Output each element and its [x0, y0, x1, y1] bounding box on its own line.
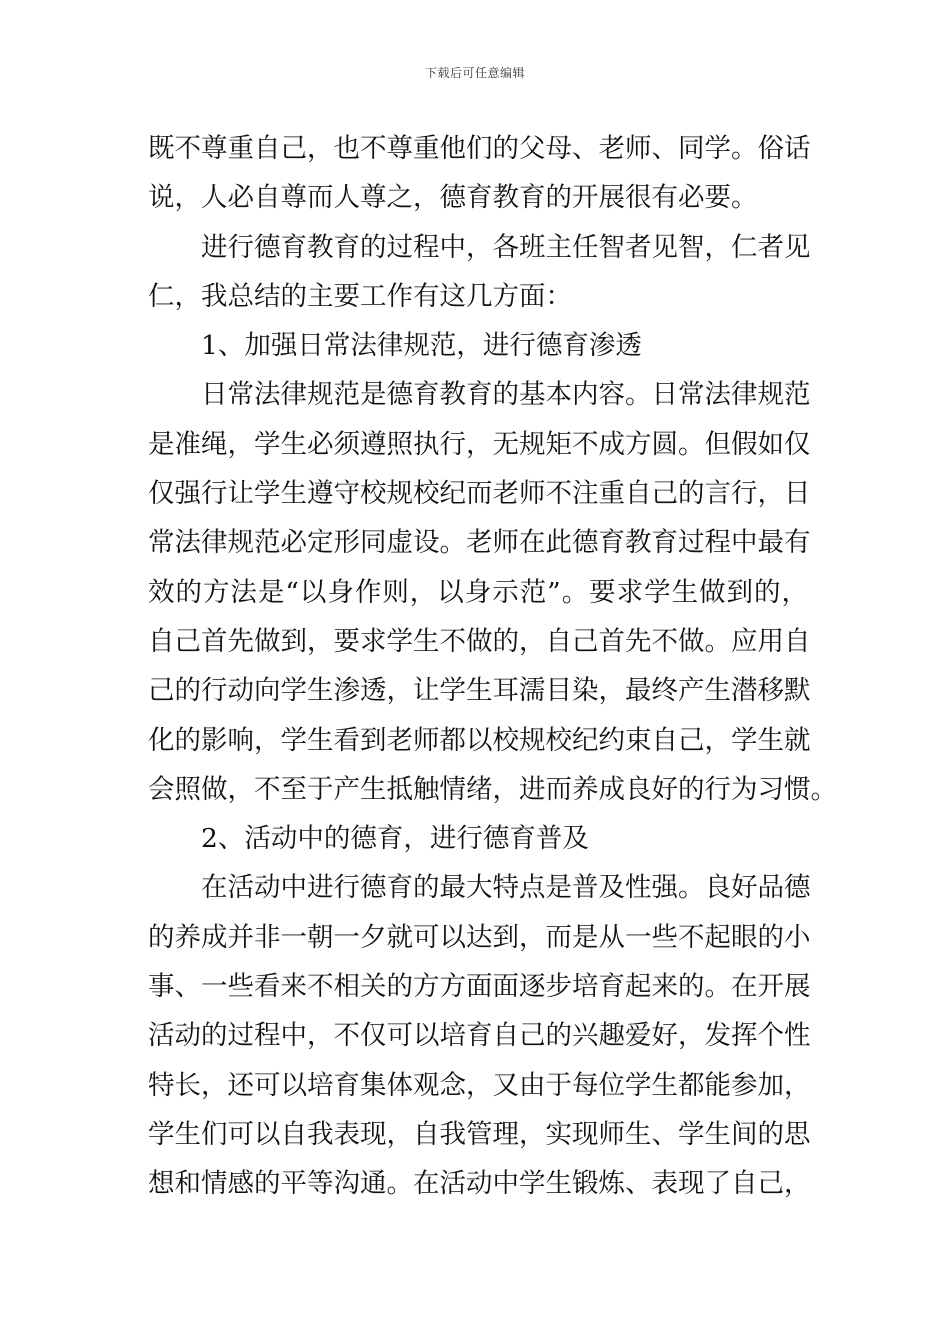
text-line: 化的影响，学生看到老师都以校规校纪约束自己，学生就 — [148, 724, 811, 756]
page-header: 下载后可任意编辑 — [424, 66, 525, 80]
document-body — [148, 124, 837, 1209]
text-line: 日常法律规范是德育教育的基本内容。日常法律规范 — [201, 379, 811, 411]
text-line: 会照做，不至于产生抵触情绪，进而养成良好的行为习惯。 — [148, 773, 837, 805]
text-line: 己的行动向学生渗透，让学生耳濡目染，最终产生潜移默 — [148, 675, 811, 707]
text-line: 进行德育教育的过程中，各班主任智者见智，仁者见 — [201, 231, 811, 263]
text-line: 活动的过程中，不仅可以培育自己的兴趣爱好，发挥个性 — [148, 1020, 811, 1052]
text-line: 常法律规范必定形同虚设。老师在此德育教育过程中最有 — [148, 527, 811, 559]
text-line: 2、活动中的德育，进行德育普及 — [201, 823, 589, 855]
text-line: 仁，我总结的主要工作有这几方面： — [148, 280, 572, 312]
text-line: 在活动中进行德育的最大特点是普及性强。良好品德 — [201, 872, 811, 904]
text-line: 事、一些看来不相关的方方面面逐步培育起来的。在开展 — [148, 971, 811, 1003]
text-line: 想和情感的平等沟通。在活动中学生锻炼、表现了自己， — [148, 1168, 811, 1200]
text-line: 说，人必自尊而人尊之，德育教育的开展很有必要。 — [148, 182, 758, 214]
text-line: 特长，还可以培育集体观念，又由于每位学生都能参加， — [148, 1069, 811, 1101]
text-line: 的养成并非一朝一夕就可以达到，而是从一些不起眼的小 — [148, 921, 811, 953]
text-line: 既不尊重自己，也不尊重他们的父母、老师、同学。俗话 — [148, 133, 811, 164]
text-line: 自己首先做到，要求学生不做的，自己首先不做。应用自 — [148, 625, 811, 657]
text-line: 效的方法是“以身作则，以身示范”。要求学生做到的， — [148, 576, 808, 608]
text-line: 1、加强日常法律规范，进行德育渗透 — [201, 330, 642, 362]
text-line: 是准绳，学生必须遵照执行，无规矩不成方圆。但假如仅 — [148, 428, 811, 460]
text-line: 仅强行让学生遵守校规校纪而老师不注重自己的言行，日 — [148, 478, 811, 510]
text-line: 学生们可以自我表现，自我管理，实现师生、学生间的思 — [148, 1118, 811, 1150]
